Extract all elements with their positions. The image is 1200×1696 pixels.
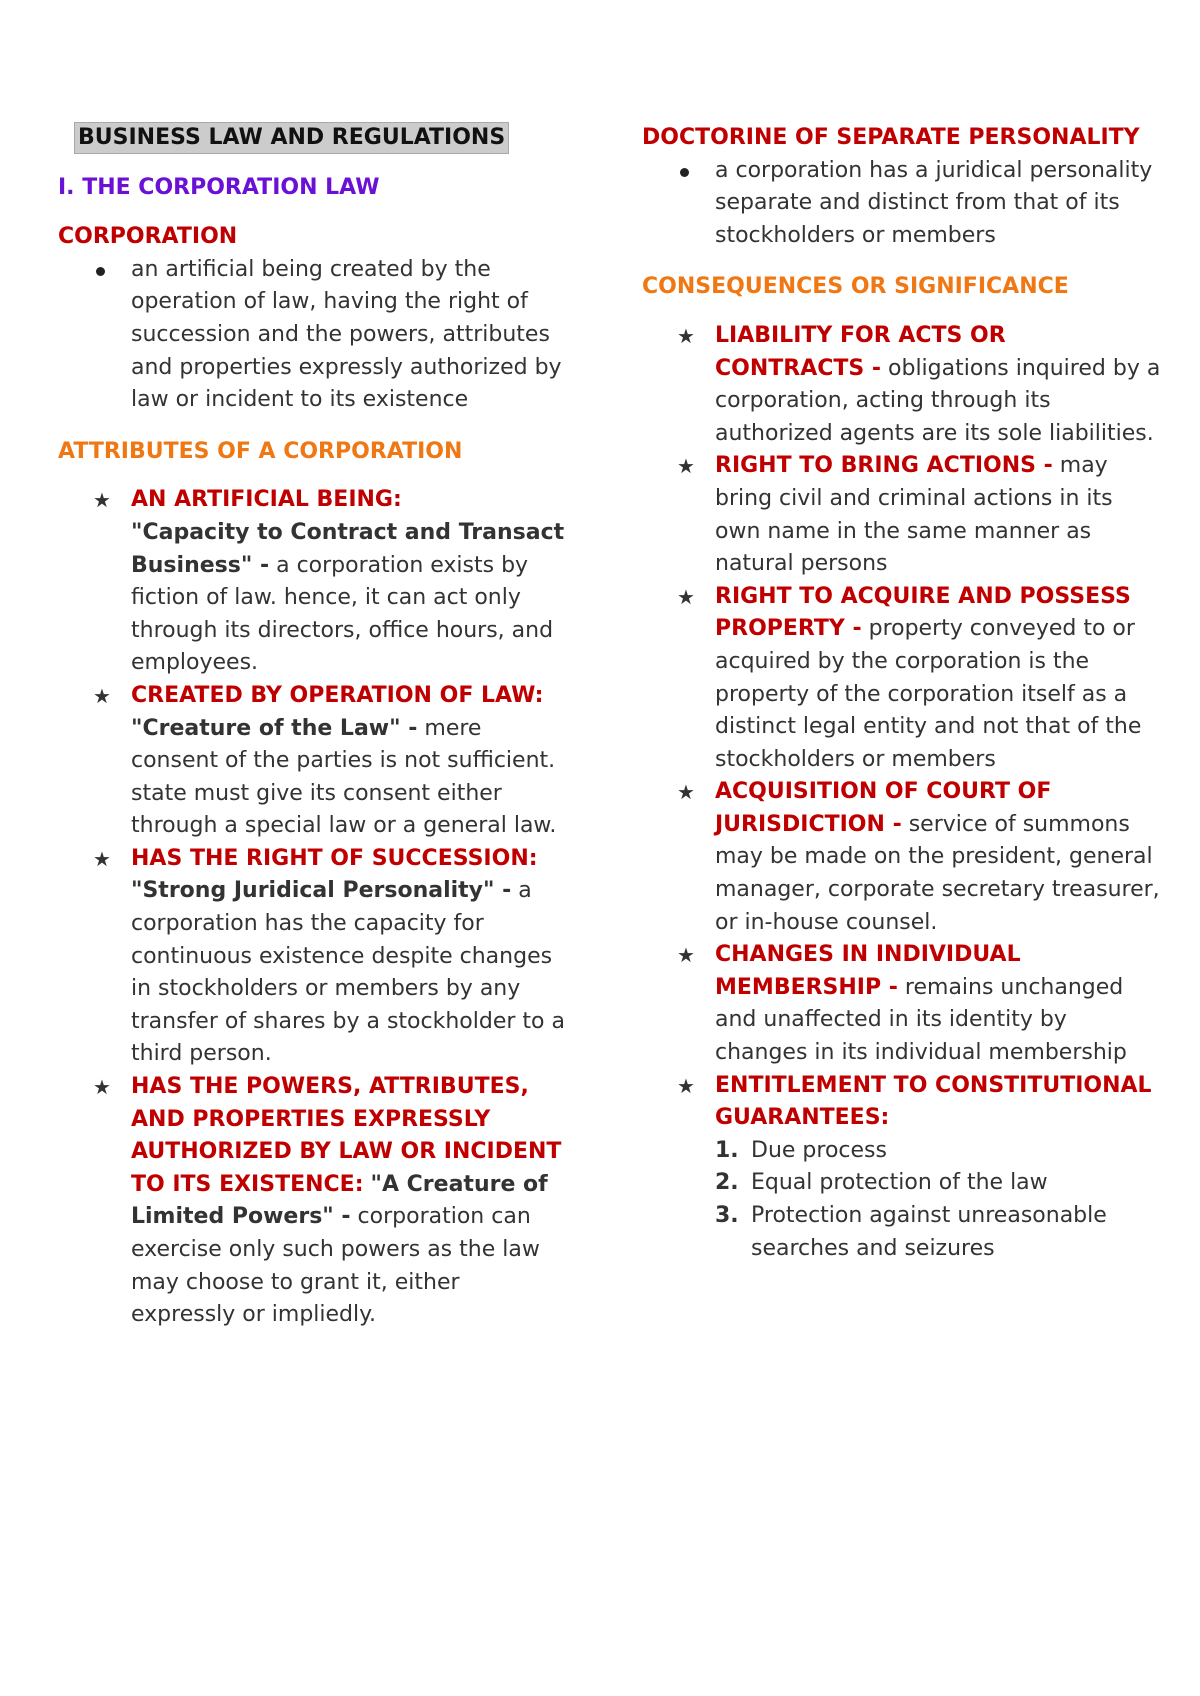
attribute-quote: "A Creature of Limited Powers" (131, 1171, 548, 1230)
star-icon: ★ (93, 1075, 111, 1100)
consequence-item (642, 1070, 1162, 1266)
star-icon: ★ (677, 1073, 695, 1098)
star-icon: ★ (677, 454, 695, 479)
left-column (58, 122, 568, 1332)
consequence-label: LIABILITY FOR ACTS OR CONTRACTS - (715, 322, 1006, 381)
consequence-item (642, 776, 1162, 939)
guarantee-item (715, 1135, 1162, 1168)
consequences-list (642, 320, 1162, 1265)
guarantee-text: Protection against unreasonable searches and seizures (751, 1203, 1107, 1261)
doctrine-heading: DOCTORINE OF SEPARATE PERSONALITY (642, 125, 1140, 150)
attribute-quote: "Capacity to Contract and Transact Business" (131, 519, 565, 578)
section-heading: I. THE CORPORATION LAW (58, 174, 380, 200)
attribute-item (58, 1071, 568, 1332)
attribute-dash: - (252, 552, 270, 578)
consequence-label: CHANGES IN INDIVIDUAL MEMBERSHIP - (715, 942, 1021, 1000)
attribute-quote: "Strong Juridical Personality" (131, 878, 495, 904)
guarantees-label: ENTITLEMENT TO CONSTITUTIONAL GUARANTEES: (715, 1072, 1152, 1131)
consequence-text: property conveyed to or acquired by the corporation is the property of the corporation itself as a distinct legal entity and not that of the stockholders or members (715, 616, 1142, 772)
attributes-list (58, 484, 568, 1331)
guarantee-number: 1. (715, 1137, 739, 1163)
guarantee-number: 3. (715, 1203, 739, 1228)
guarantees-list (715, 1135, 1162, 1265)
attribute-item (58, 484, 568, 680)
guarantee-text: Due process (751, 1137, 887, 1163)
attributes-heading: ATTRIBUTES OF A CORPORATION (58, 438, 463, 464)
attribute-dash: - (333, 1204, 351, 1230)
corporation-definition-list (58, 254, 568, 417)
consequence-text: may bring civil and criminal actions in its own name in the same manner as natural persons (715, 453, 1113, 577)
guarantee-text: Equal protection of the law (751, 1170, 1048, 1196)
corporation-definition: an artificial being created by the operation of law, having the right of succession and the powers, attributes and properties expressly authorized by law or incident to its existence (58, 254, 568, 417)
consequences-heading: CONSEQUENCES OR SIGNIFICANCE (642, 274, 1069, 300)
attribute-text: a corporation exists by fiction of law. hence, it can act only through its directors, office hours, and employees. (131, 552, 554, 676)
consequence-text: service of summons may be made on the president, general manager, corporate secretary treasurer, or in-house counsel. (715, 811, 1160, 935)
consequence-item (642, 320, 1162, 450)
attribute-label: HAS THE POWERS, ATTRIBUTES, AND PROPERTIES EXPRESSLY AUTHORIZED BY LAW OR INCIDENT TO ITS EXISTENCE: (131, 1074, 562, 1197)
star-icon: ★ (677, 584, 695, 609)
consequence-item (642, 581, 1162, 777)
consequence-label: RIGHT TO BRING ACTIONS - (715, 453, 1053, 479)
guarantee-item (715, 1167, 1162, 1200)
star-icon: ★ (677, 780, 695, 805)
attribute-label: AN ARTIFICIAL BEING: (131, 487, 402, 513)
star-icon: ★ (677, 323, 695, 348)
doctrine-definition: a corporation has a juridical personality separate and distinct from that of its stockholders or members (642, 155, 1162, 253)
star-icon: ★ (93, 846, 111, 871)
consequence-item (642, 939, 1162, 1069)
consequence-text: obligations inquired by a corporation, acting through its authorized agents are its sole liabilities. (715, 355, 1161, 446)
guarantee-number: 2. (715, 1170, 739, 1196)
attribute-text: corporation can exercise only such powers as the law may choose to grant it, either expressly or impliedly. (131, 1204, 540, 1328)
attribute-item (58, 843, 568, 1071)
consequence-label: RIGHT TO ACQUIRE AND POSSESS PROPERTY - (715, 583, 1131, 642)
consequence-item (642, 450, 1162, 580)
right-column (642, 122, 1162, 1265)
attribute-label: CREATED BY OPERATION OF LAW: (131, 682, 544, 708)
attribute-text: mere consent of the parties is not sufficient. state must give its consent either through a special law or a general law. (131, 715, 557, 839)
attribute-dash: - (494, 878, 512, 904)
guarantee-item (715, 1200, 1162, 1265)
attribute-dash: - (400, 715, 418, 741)
attribute-quote: "Creature of the Law" (131, 715, 401, 741)
star-icon: ★ (93, 683, 111, 708)
attribute-text: a corporation has the capacity for continuous existence despite changes in stockholders or members by any transfer of shares by a stockholder to a third person. (131, 878, 565, 1067)
consequence-text: remains unchanged and unaffected in its identity by changes in its individual membership (715, 974, 1127, 1066)
consequence-label: ACQUISITION OF COURT OF JURISDICTION - (715, 779, 1052, 837)
document-title: BUSINESS LAW AND REGULATIONS (74, 122, 509, 154)
attribute-item (58, 680, 568, 843)
corporation-heading: CORPORATION (58, 224, 238, 250)
doctrine-definition-list (642, 155, 1162, 253)
star-icon: ★ (93, 488, 111, 513)
star-icon: ★ (677, 943, 695, 968)
attribute-label: HAS THE RIGHT OF SUCCESSION: (131, 845, 538, 871)
